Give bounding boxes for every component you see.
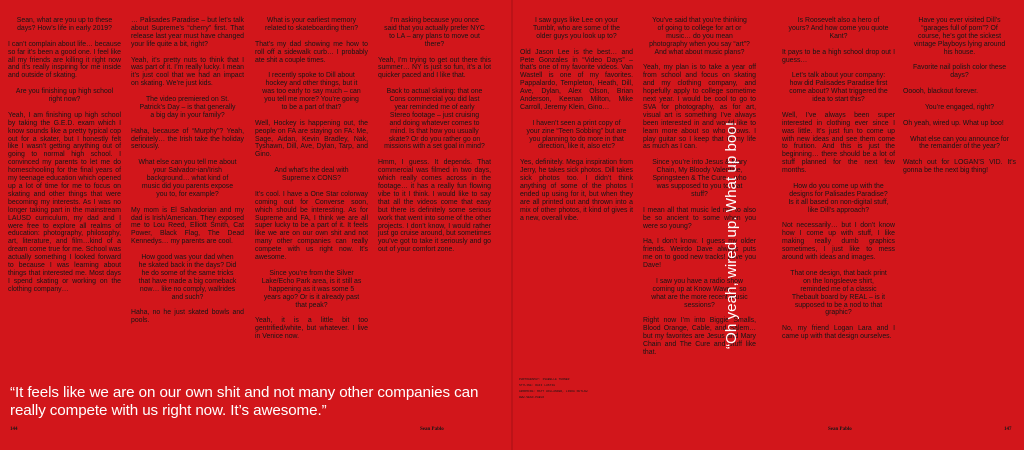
- interview-answer: Right now I’m into Biggie Smalls, Blood Orange, Cable, and Salem… but my favorites are Jesus and Mary Chain and The Cure and stuff like that.: [643, 317, 756, 356]
- page-number-right: 147: [1004, 427, 1012, 432]
- text-column-1: [8, 17, 121, 373]
- interview-question: Are you finishing up high school right now?: [15, 88, 114, 104]
- interview-answer: No, my friend Logan Lara and I came up with that design ourselves.: [782, 325, 895, 341]
- interview-answer: Oh yeah, wired up. What up boo!: [903, 119, 1004, 127]
- pull-quote: “It feels like we are on our own shit and not many other companies can really compete with us right now. It’s awesome.”: [10, 384, 479, 419]
- interview-answer: … Palisades Paradise – but let’s talk about Supreme’s “cherry” first. That release last year must have changed your life quite a bit, right?: [131, 17, 244, 48]
- credit-line: STYLING: RAFI LUSTIG: [519, 384, 556, 387]
- page-number-left: 144: [10, 427, 18, 432]
- interview-question: I saw guys like Lee on your Tumblr, who are some of the older guys you look up to?: [532, 17, 621, 40]
- vertical-pull-quote: “Oh yeah, wired up. What up boo!: [723, 121, 740, 349]
- interview-answer: Haha, because of “Murphy”? Yeah, definitely… the Irish take the holiday seriously.: [131, 127, 244, 151]
- running-footer-left: Sean Pablo: [420, 427, 444, 432]
- interview-answer: I mean all that music led me to also be so ancient to some when you were so young?: [643, 206, 756, 230]
- interview-question: You’ve said that you’re thinking of going to college for art or music… do you mean photography when you say “art”? And what about music plans?: [649, 17, 750, 56]
- interview-answer: Yeah, I’m trying to get out there this summer… NY is just so fun, it’s a lot quicker paced and I like that.: [378, 56, 491, 80]
- interview-question: What else can you tell me about your Salvador-ian/Irish background… what kind of music did you parents expose you to, for example?: [138, 159, 237, 198]
- interview-answer: Ha, I don’t know. I guess my older friends. Weirdo Dave always puts me on to good new tracks! Love you Dave!: [643, 238, 756, 270]
- interview-answer: I can’t complain about life… because so far it’s been a good one. I feel like all my friends are killing it right now and it’s really inspiring for me inside and outside of skating.: [8, 40, 121, 80]
- interview-answer: Well, I’ve always been super interested in clothing ever since I was little. It’s just fun to come up with new ideas and see them come to fruition. And this is just the beginning… there should be a lot of stuff planned for the next few months.: [782, 111, 895, 175]
- interview-question: Back to actual skating: that one Cons commercial you did last year reminded me of early Stereo footage – just cruising and doing whatever comes to mind. Is that how you usually skate? Or do you rather go on missions with a set goal in mind?: [384, 88, 485, 151]
- interview-answer: Not necessarily… but I don’t know how I come up with stuff, I like making really dumb graphics sometimes, I just like to mess around with ideas and images.: [782, 222, 895, 262]
- text-column-5: [520, 17, 633, 222]
- credit-line: GROOMING: MATT HOLLANDER, LINDA OUTLAW: [519, 390, 588, 393]
- interview-question: I saw you have a radio show coming up at Know Wave… so what are the more recent music sessions?: [651, 277, 748, 309]
- interview-answer: Yes, definitely. Mega inspiration from Jerry, he takes sick photos. Dill takes sick photos too. I didn’t think anything of some of the photos I ended up using for it, but when they are all printed out and thrown into a mix of other photos, it kind of gives it a new, overall vibe.: [520, 159, 633, 222]
- interview-question: How do you come up with the designs for Palisades Paradise? Is it all based on non-digital stuff, like Dill’s approach?: [788, 182, 889, 214]
- interview-answer: Ooooh, blackout forever.: [903, 88, 979, 96]
- interview-answer: That’s my dad showing me how to roll off a sidewalk curb… I probably ate shit a couple times.: [255, 40, 368, 64]
- page-gutter: [511, 0, 513, 450]
- interview-question: I recently spoke to Dill about hockey and other things, but it was too early to say much – can you tell me more? You’re going to be a part of that?: [262, 72, 361, 111]
- interview-question: I’m asking because you once said that you actually prefer NYC to LA – any plans to move out there?: [384, 17, 485, 48]
- interview-answer: Hmm, I guess. It depends. That commercial was filmed in two days, which really comes across in the footage… it has a really fun flowing vibe to it I think. I would like to say that all the videos come that easy but there is definitely some serious work that went into some of the other projects. I don’t know, I would rather just go cruise around, but sometimes you’ve got to take it seriously and go out of your comfort zone.: [378, 159, 491, 254]
- interview-answer: It pays to be a high school drop out I guess…: [782, 48, 895, 64]
- interview-question: Since you’re from the Silver Lake/Echo Park area, is it still as happening as it was some 5 years ago? Or is it already past that peak?: [261, 269, 362, 309]
- interview-question: Sean, what are you up to these days? How’s life in early 2019?: [16, 17, 113, 32]
- interview-question: That one design, that back print on the longsleeve shirt, reminded me of a classic Thebault board by REAL – is it supposed to be a nod to that graphic?: [790, 269, 887, 317]
- text-column-8: [903, 17, 1016, 373]
- credit-line: PHOTOGRAPHY: ISABELLE TURNER: [519, 378, 570, 381]
- interview-answer: Haha, no he just skated bowls and pools.: [131, 309, 244, 325]
- interview-answer: Well, Hockey is happening out, the people on FA are staying on FA: Me, Sage, Aidan, Kevin Bradley, Nak, Tyshawn, Dill, Ave, Dylan, Tarp, and Gino.: [255, 119, 368, 159]
- interview-answer: Watch out for LOGAN’S VID. It’s gonna be the next big thing!: [903, 159, 1016, 175]
- interview-question: You’re engaged, right?: [924, 103, 995, 111]
- interview-question: Is Roosevelt also a hero of yours? And how come you quote Kant?: [788, 17, 889, 40]
- interview-question: I haven’t seen a print copy of your zine “Teen Sobbing” but are you planning to do more in that direction, like it, also etc?: [526, 119, 627, 151]
- running-footer-right: Sean Pablo: [828, 427, 852, 432]
- interview-question: Let’s talk about your company: how did Palisades Paradise first come about? What triggered the idea to start this?: [789, 72, 888, 104]
- interview-answer: Yeah, it is a little bit too gentrified/white, but whatever. I live in Venice now.: [255, 317, 368, 341]
- interview-question: The video premiered on St. Patrick’s Day – is that generally a big day in your family?: [139, 96, 236, 119]
- interview-question: Have you ever visited Dill’s “garages full of porn”? Of course, he’s got the sickest vintage Playboys lying around his house.: [913, 17, 1006, 56]
- text-column-2: [131, 17, 244, 373]
- interview-answer: Yeah, it’s pretty nuts to think that I was part of it. I’m really lucky. I mean it’s just cool that we had an impact on skating. We’re just kids.: [131, 56, 244, 88]
- text-column-7: [782, 17, 895, 373]
- text-column-4: [378, 17, 491, 373]
- interview-question: Since you’re into Jesus & Mary Chain, My Bloody Valentine, Springsteen & The Cure – who was supposed to you to that stuff?: [652, 159, 747, 198]
- interview-answer: My mom is El Salvadorian and my dad is Irish/American. They exposed me to Lou Reed, Elliott Smith, Cat Power, Black Flag, The Dead Kennedys… my parents are cool.: [131, 206, 244, 246]
- interview-question: What is your earliest memory related to skateboarding then?: [264, 17, 359, 32]
- interview-question: And what’s the deal with Supreme x CONS?: [274, 167, 349, 183]
- interview-question: How good was your dad when he skated back in the days? Did he do some of the same tricks that have made a big comeback now… like no comply, wallrides and such?: [138, 254, 237, 301]
- interview-answer: Yeah, I am finishing up high school by taking the G.E.D. exam which I know sounds like a pretty typical cop out for a skater, but I honestly felt like I wasn’t getting anything out of going to normal high school. I convinced my parents to let me do homeschooling for the final years of my teenage education which opened up a lot of time for me to focus on skating and other things that were becoming my interests. As I was no longer taking part in the mainstream LAUSD curriculum, my dad and I were free to explore all realms of education: photography, philosophy, art, literature, and film…kind of a dream come true for me. School was actually something I looked forward to because I was learning about things that interested me. Most days I spend skating or working on the clothing company…: [8, 111, 121, 293]
- interview-question: Favorite nail polish color these days?: [912, 64, 1007, 80]
- text-column-3: [255, 17, 368, 373]
- credit-line: WWW.SEAN.PABLO: [519, 396, 545, 399]
- photo-credits: [519, 378, 599, 402]
- interview-question: What else can you announce for the remainder of the year?: [910, 135, 1009, 151]
- interview-answer: It’s cool. I have a One Star colorway coming out for Converse soon, which should be interesting. As for Supreme and FA, I think we are all super lucky to be a part of it. It feels like we are on our own shit and not many other companies can really compete with us right now. It’s awesome.: [255, 190, 368, 262]
- interview-answer: Old Jason Lee is the best… and Pete Gonzales in “Video Days” – that’s one of my favorite videos. Van Wastell is one of my favorites. Pappalardo, Templeton, Heath, Dill, Ave, Dylan, Alex Olson, Brian Anderson, Keenan Milton, Mike Carroll, Jeremy Klein, Gino…: [520, 48, 633, 111]
- interview-answer: Yeah, my plan is to take a year off from school and focus on skating and my clothing company, and hopefully apply to college sometime next year. I would be cool to go to SVA for photography, as for art, visual art is something I’ve always been interested in and would like to learn more about so who knows. I play guitar so I keep that in my life as much as I can.: [643, 64, 756, 151]
